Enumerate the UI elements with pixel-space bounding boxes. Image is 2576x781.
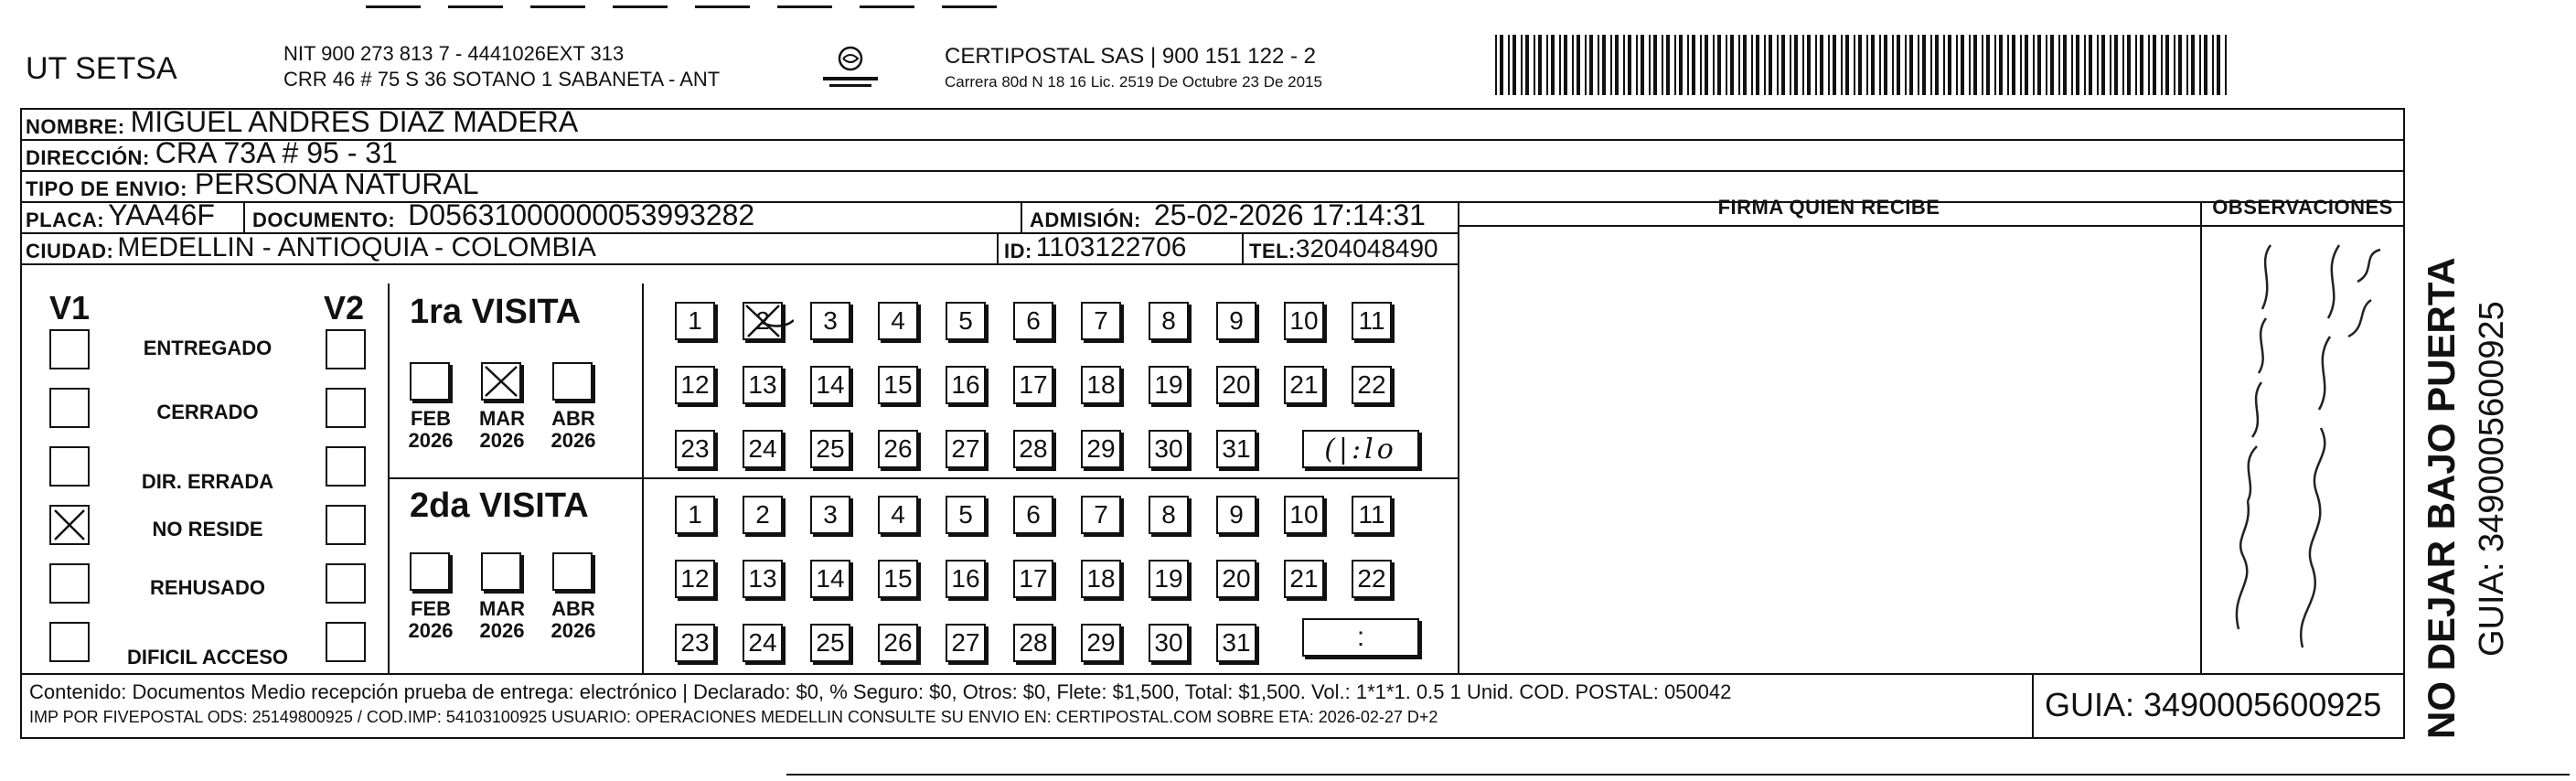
- placa-divider: [243, 201, 245, 232]
- v2-checkbox[interactable]: [326, 563, 366, 604]
- first-visit-time-value: (|:lo: [1324, 433, 1397, 465]
- second-visit-day-box[interactable]: [1284, 560, 1324, 598]
- documento-value: D05631000000053993282: [408, 198, 755, 231]
- second-visit-day-box[interactable]: [810, 560, 850, 598]
- second-visit-day-box[interactable]: [1216, 560, 1256, 598]
- second-visit-day-box[interactable]: [1081, 496, 1121, 534]
- month-name-label: ABR: [551, 597, 595, 620]
- first-visit-day-box[interactable]: [1081, 366, 1121, 404]
- side-guia: [2469, 108, 2515, 739]
- day-number: 14: [816, 370, 845, 399]
- day-number: 15: [883, 564, 913, 593]
- month-year-label: 2026: [408, 429, 454, 452]
- v1-checkbox[interactable]: [49, 622, 90, 662]
- first-visit-day-box[interactable]: [1284, 302, 1324, 340]
- day-number: 16: [951, 370, 980, 399]
- day-number: 11: [1358, 500, 1385, 529]
- tipo-envio-value: PERSONA NATURAL: [194, 167, 479, 200]
- reason-label: NO RESIDE: [152, 518, 263, 540]
- first-visit-day-box[interactable]: [1081, 430, 1121, 468]
- day-number: 31: [1222, 628, 1251, 657]
- footer-line-1: Contenido: Documentos Medio recepción prueba de entrega: electrónico | Declarado: $0, % Seguro: $0, Otros: $0, Flete: $1,500, Total: $1,500. Vol.: 1*1*1. 0.5 1 Unid. COD. POSTAL: 050042: [29, 680, 1732, 703]
- day-number: 4: [891, 306, 905, 335]
- second-visit-day-box[interactable]: [675, 496, 715, 534]
- day-number: 22: [1357, 564, 1386, 593]
- first-visit-day-box[interactable]: [1013, 366, 1053, 404]
- v2-checkbox[interactable]: [326, 446, 366, 487]
- second-visit-day-box[interactable]: [878, 624, 918, 662]
- v2-checkbox[interactable]: [326, 505, 366, 545]
- v2-checkbox[interactable]: [326, 622, 366, 662]
- second-visit-day-box[interactable]: [946, 624, 986, 662]
- first-visit-day-box[interactable]: [1352, 366, 1392, 404]
- day-number: 28: [1019, 628, 1048, 657]
- day-number: 29: [1086, 628, 1116, 657]
- second-visit-day-box[interactable]: [1013, 496, 1053, 534]
- second-visit-day-box[interactable]: [675, 624, 715, 662]
- certipostal-logo: [818, 42, 882, 93]
- day-number: 5: [958, 500, 973, 529]
- v2-label: V2: [324, 289, 365, 326]
- id-divider: [997, 232, 999, 263]
- first-visit-month-box[interactable]: [481, 362, 521, 401]
- first-visit-month-box[interactable]: [410, 362, 450, 401]
- visit-divider: [388, 477, 1458, 479]
- first-visit-day-box[interactable]: [878, 366, 918, 404]
- day-number: 13: [748, 370, 777, 399]
- day-number: 18: [1086, 370, 1116, 399]
- day-number: 1: [688, 306, 702, 335]
- first-visit-time-box[interactable]: [1302, 430, 1419, 468]
- month-name-label: MAR: [478, 597, 526, 620]
- first-visit-day-box[interactable]: [946, 430, 986, 468]
- id-label: ID:: [1004, 240, 1032, 262]
- month-year-label: 2026: [408, 619, 454, 642]
- tel-row: [1249, 232, 1438, 263]
- admision-divider: [1021, 201, 1022, 232]
- admision-label: ADMISIÓN:: [1030, 209, 1141, 231]
- second-visit-time-box[interactable]: [1302, 618, 1419, 657]
- placa-label: PLACA:: [26, 209, 105, 231]
- certipostal-logo-icon: [818, 42, 882, 93]
- second-visit-time-value: :: [1356, 622, 1365, 652]
- day-number: 6: [1026, 306, 1041, 335]
- certipostal-line-2: Carrera 80d N 18 16 Lic. 2519 De Octubre 23 De 2015: [945, 73, 1322, 91]
- tel-label: TEL:: [1249, 240, 1296, 262]
- v1-checkbox[interactable]: [49, 563, 90, 604]
- day-number: 22: [1357, 370, 1386, 399]
- day-number: 10: [1289, 500, 1319, 529]
- second-visit-day-box[interactable]: [810, 624, 850, 662]
- second-visit-day-box[interactable]: [1081, 624, 1121, 662]
- day-number: 25: [816, 434, 845, 463]
- documento-label: DOCUMENTO:: [252, 209, 396, 231]
- ciudad-label: CIUDAD:: [26, 240, 114, 262]
- day-number: 21: [1289, 370, 1319, 399]
- day-number: 20: [1222, 564, 1251, 593]
- first-visit-day-box[interactable]: [878, 430, 918, 468]
- day-number: 12: [680, 370, 710, 399]
- day-number: 2: [755, 500, 770, 529]
- month-year-label: 2026: [479, 429, 525, 452]
- id-row: [1004, 232, 1186, 263]
- check-x-icon: [51, 507, 88, 543]
- second-visit-day-box[interactable]: [810, 496, 850, 534]
- day-number: 20: [1222, 370, 1251, 399]
- second-visit-title: 2da VISITA: [410, 487, 589, 525]
- direccion-row: [26, 136, 398, 170]
- day-number: 24: [748, 434, 777, 463]
- direccion-value: CRA 73A # 95 - 31: [155, 136, 398, 169]
- month-name-label: FEB: [411, 407, 451, 430]
- day-number: 3: [823, 500, 838, 529]
- second-visit-day-box[interactable]: [743, 496, 783, 534]
- first-visit-day-box[interactable]: [675, 430, 715, 468]
- row-line-5: [20, 263, 1459, 265]
- footer-line: [20, 673, 2405, 675]
- barcode: [1495, 35, 2227, 95]
- day-number: 21: [1289, 564, 1319, 593]
- second-visit-day-box[interactable]: [743, 624, 783, 662]
- nombre-row: [26, 105, 579, 139]
- day-number: 23: [680, 434, 710, 463]
- second-visit-day-box[interactable]: [1149, 496, 1189, 534]
- day-number: 1: [688, 500, 702, 529]
- first-visit-day-box[interactable]: [1149, 302, 1189, 340]
- first-visit-day-box[interactable]: [1013, 430, 1053, 468]
- first-visit-day-box[interactable]: [1216, 366, 1256, 404]
- first-visit-day-box[interactable]: [1081, 302, 1121, 340]
- day-number: 23: [680, 628, 710, 657]
- day-number: 17: [1019, 564, 1048, 593]
- ciudad-row: [26, 232, 596, 263]
- second-visit-day-box[interactable]: [1216, 624, 1256, 662]
- first-visit-day-box[interactable]: [946, 366, 986, 404]
- observaciones-label: OBSERVACIONES: [2212, 196, 2393, 219]
- second-visit-day-box[interactable]: [946, 560, 986, 598]
- reason-label: REHUSADO: [150, 576, 265, 599]
- day-number: 13: [748, 564, 777, 593]
- v1-checkbox[interactable]: [49, 329, 90, 369]
- day-number: 29: [1086, 434, 1116, 463]
- second-visit-day-box[interactable]: [1081, 560, 1121, 598]
- first-visit-day-box[interactable]: [1352, 302, 1392, 340]
- tipo-envio-row: [26, 167, 479, 201]
- month-year-label: 2026: [550, 429, 596, 452]
- second-visit-day-box[interactable]: [1284, 496, 1324, 534]
- day-number: 9: [1229, 306, 1244, 335]
- second-visit-day-box[interactable]: [1352, 560, 1392, 598]
- nit-line-2: CRR 46 # 75 S 36 SOTANO 1 SABANETA - ANT: [283, 68, 721, 91]
- first-visit-day-box[interactable]: [810, 366, 850, 404]
- company-name: UT SETSA: [26, 51, 177, 86]
- first-visit-day-box[interactable]: [1149, 430, 1189, 468]
- second-visit-day-box[interactable]: [1013, 624, 1053, 662]
- second-visit-month-box[interactable]: [410, 552, 450, 591]
- tel-divider: [1242, 232, 1244, 263]
- day-number: 31: [1222, 434, 1251, 463]
- second-visit-day-box[interactable]: [1013, 560, 1053, 598]
- day-number: 3: [823, 306, 838, 335]
- first-visit-day-box[interactable]: [743, 366, 783, 404]
- day-number: 25: [816, 628, 845, 657]
- day-number: 10: [1289, 306, 1319, 335]
- v1-label: V1: [49, 289, 91, 326]
- month-name-label: FEB: [411, 597, 451, 620]
- day-number: 5: [958, 306, 973, 335]
- day-number: 7: [1094, 500, 1108, 529]
- month-year-label: 2026: [550, 619, 596, 642]
- second-visit-month-box[interactable]: [481, 552, 521, 591]
- day-number: 26: [883, 434, 913, 463]
- day-number: 24: [748, 628, 777, 657]
- second-visit-day-box[interactable]: [946, 496, 986, 534]
- day-number: 15: [883, 370, 913, 399]
- first-visit-day-box[interactable]: [675, 302, 715, 340]
- first-visit-day-box[interactable]: [1149, 366, 1189, 404]
- reason-label: ENTREGADO: [143, 337, 273, 359]
- second-visit-day-box[interactable]: [1149, 624, 1189, 662]
- nombre-value: MIGUEL ANDRES DIAZ MADERA: [130, 105, 579, 138]
- footer-guia-divider: [2032, 673, 2034, 739]
- second-visit-day-box[interactable]: [1149, 560, 1189, 598]
- first-visit-day-box[interactable]: [743, 302, 783, 340]
- day-number: 8: [1161, 500, 1176, 529]
- month-name-label: ABR: [551, 407, 595, 430]
- day-number: 16: [951, 564, 980, 593]
- second-visit-day-box[interactable]: [1352, 496, 1392, 534]
- side-guia-text: GUIA: 3490005600925: [2473, 301, 2511, 657]
- day-number: 9: [1229, 500, 1244, 529]
- first-visit-day-box[interactable]: [675, 366, 715, 404]
- placa-value: YAA46F: [108, 198, 215, 231]
- day-number: 19: [1154, 370, 1183, 399]
- v1-checkbox[interactable]: [49, 505, 90, 545]
- reason-label: DIFICIL ACCESO: [126, 646, 288, 669]
- direccion-label: DIRECCIÓN:: [26, 146, 150, 169]
- first-visit-day-box[interactable]: [1216, 430, 1256, 468]
- admision-row: [1030, 198, 1426, 232]
- second-visit-month-box[interactable]: [552, 552, 593, 591]
- signature-area[interactable]: [1459, 227, 2198, 671]
- day-number: 11: [1358, 306, 1385, 335]
- day-number: 14: [816, 564, 845, 593]
- nombre-label: NOMBRE:: [26, 115, 125, 138]
- day-number: 12: [680, 564, 710, 593]
- second-visit-day-box[interactable]: [743, 560, 783, 598]
- check-x-icon: [483, 364, 519, 399]
- v2-checkbox[interactable]: [326, 388, 366, 428]
- side-warning: [2414, 108, 2469, 739]
- firma-label: FIRMA QUIEN RECIBE: [1717, 196, 1940, 219]
- ciudad-value: MEDELLIN - ANTIOQUIA - COLOMBIA: [117, 232, 596, 262]
- tipo-envio-label: TIPO DE ENVIO:: [26, 177, 187, 200]
- v1-checkbox[interactable]: [49, 446, 90, 487]
- day-number: 19: [1154, 564, 1183, 593]
- footer-line-2: IMP POR FIVEPOSTAL ODS: 25149800925 / COD.IMP: 54103100925 USUARIO: OPERACIONES MEDELLIN CONSULTE SU ENVIO EN: CERTIPOSTAL.COM SOBRE ETA: 2026-02-27 D+2: [29, 708, 1438, 726]
- check-x-icon: [743, 302, 794, 340]
- placa-row: [26, 198, 215, 232]
- admision-value: 25-02-2026 17:14:31: [1153, 198, 1426, 231]
- day-number: 8: [1161, 306, 1176, 335]
- first-visit-day-box[interactable]: [1216, 302, 1256, 340]
- day-number: 4: [891, 500, 905, 529]
- reason-label: DIR. ERRADA: [141, 470, 274, 493]
- first-visit-day-box[interactable]: [1284, 366, 1324, 404]
- first-visit-day-box[interactable]: [810, 302, 850, 340]
- side-warning-text: NO DEJAR BAJO PUERTA: [2420, 257, 2463, 739]
- first-visit-month-box[interactable]: [552, 362, 593, 401]
- month-year-label: 2026: [479, 619, 525, 642]
- day-number: 30: [1154, 434, 1183, 463]
- day-number: 7: [1094, 306, 1108, 335]
- day-number: 6: [1026, 500, 1041, 529]
- first-visit-day-box[interactable]: [810, 430, 850, 468]
- v1-checkbox[interactable]: [49, 388, 90, 428]
- top-dash-marks: [366, 5, 1006, 8]
- day-number: 18: [1086, 564, 1116, 593]
- handwritten-observation-icon: [2202, 227, 2405, 671]
- first-visit-title: 1ra VISITA: [410, 293, 582, 331]
- day-number: 27: [951, 628, 980, 657]
- day-number: 2: [755, 306, 770, 335]
- certipostal-line-1: CERTIPOSTAL SAS | 900 151 122 - 2: [945, 44, 1316, 69]
- nit-line-1: NIT 900 273 813 7 - 4441026EXT 313: [283, 42, 625, 65]
- day-number: 26: [883, 628, 913, 657]
- footer-guia: GUIA: 3490005600925: [2045, 686, 2382, 723]
- day-number: 30: [1154, 628, 1183, 657]
- bottom-dash-line: [786, 774, 2570, 776]
- second-visit-day-box[interactable]: [675, 560, 715, 598]
- id-value: 1103122706: [1035, 232, 1187, 262]
- second-visit-day-box[interactable]: [1216, 496, 1256, 534]
- reason-label: CERRADO: [156, 401, 259, 423]
- first-visit-day-box[interactable]: [878, 302, 918, 340]
- day-number: 28: [1019, 434, 1048, 463]
- v2-checkbox[interactable]: [326, 329, 366, 369]
- first-visit-day-box[interactable]: [743, 430, 783, 468]
- first-visit-day-box[interactable]: [946, 302, 986, 340]
- tel-value: 3204048490: [1295, 234, 1438, 262]
- second-visit-day-box[interactable]: [878, 560, 918, 598]
- first-visit-day-box[interactable]: [1013, 302, 1053, 340]
- day-number: 17: [1019, 370, 1048, 399]
- barcode-image: [1495, 35, 2227, 95]
- documento-row: [252, 198, 755, 232]
- second-visit-day-box[interactable]: [878, 496, 918, 534]
- month-name-label: MAR: [478, 407, 526, 430]
- observaciones-area[interactable]: [2202, 227, 2405, 671]
- day-number: 27: [951, 434, 980, 463]
